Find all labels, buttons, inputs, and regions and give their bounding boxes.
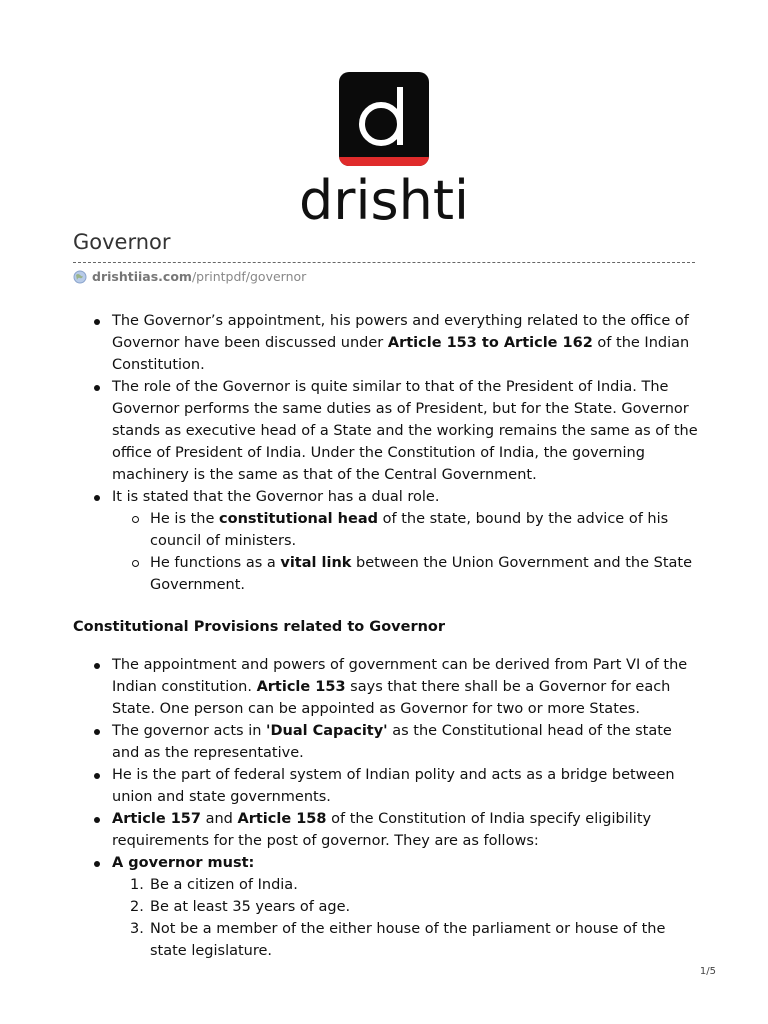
provisions-list — [73, 654, 698, 962]
list-item: 1. Be a citizen of India. — [130, 877, 298, 893]
article-body — [73, 310, 698, 962]
page-number: 1/5 — [699, 966, 716, 977]
source-path: /printpdf/governor — [191, 269, 307, 284]
list-item: The governor acts in 'Dual Capacity' as the Constitutional head of the state and as the representative. — [73, 720, 698, 764]
list-item: A governor must: 1. Be a citizen of India. 2. Be at least 35 years of age. 3. Not be a member of the either house of the parliament or house of the state legislature. — [73, 852, 698, 962]
source-link[interactable] — [73, 269, 306, 284]
globe-icon — [73, 270, 87, 284]
drishti-logo — [0, 72, 768, 230]
logo-icon — [339, 72, 429, 166]
list-item: He is the constitutional head of the state, bound by the advice of his council of ministers. — [112, 508, 698, 552]
page-title: Governor — [73, 230, 171, 254]
list-item: The Governor’s appointment, his powers and everything related to the office of Governor have been discussed under Article 153 to Article 162 of the Indian Constitution. — [73, 310, 698, 376]
list-item: The role of the Governor is quite similar to that of the President of India. The Governor performs the same duties as of President, but for the State. Governor stands as executive head of a State and the working remains the same as of the office of President of India. Under the Constitution of India, the governing machinery is the same as that of the Central Government. — [73, 376, 698, 486]
dual-role-list — [112, 508, 698, 596]
list-item: He is the part of federal system of Indian polity and acts as a bridge between union and state governments. — [73, 764, 698, 808]
source-domain: drishtiias.com — [92, 269, 192, 284]
list-item: The appointment and powers of government can be derived from Part VI of the Indian constitution. Article 153 says that there shall be a Governor for each State. One person can be appointed as Governor for two or more States. — [73, 654, 698, 720]
intro-list — [73, 310, 698, 596]
list-item: 2. Be at least 35 years of age. — [130, 899, 351, 915]
title-divider — [73, 262, 695, 263]
requirements-list — [112, 874, 698, 962]
list-item: Article 157 and Article 158 of the Constitution of India specify eligibility requirements for the post of governor. They are as follows: — [73, 808, 698, 852]
section-heading: Constitutional Provisions related to Governor — [73, 619, 446, 635]
logo-wordmark: drishti — [298, 169, 469, 232]
list-item: It is stated that the Governor has a dual role. He is the constitutional head of the state, bound by the advice of his council of ministers. He functions as a vital link between the Union Government and the State Government. — [73, 486, 698, 596]
list-item: 3. Not be a member of the either house of the parliament or house of the state legislature. — [130, 921, 666, 959]
list-item: He functions as a vital link between the Union Government and the State Government. — [112, 552, 698, 596]
